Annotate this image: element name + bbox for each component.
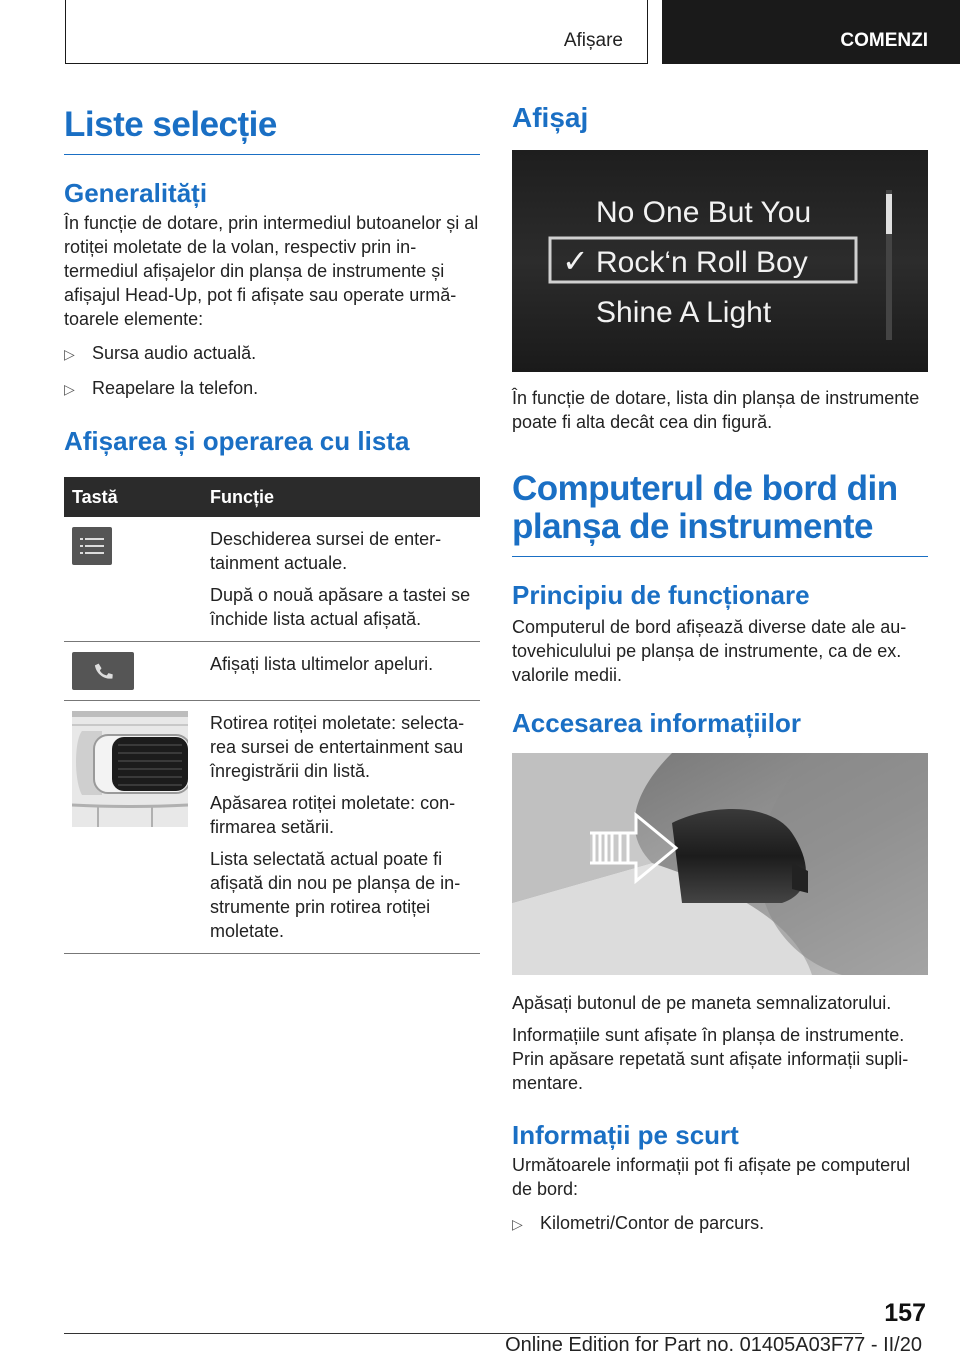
table-row: Deschiderea sursei de entertainment actuale. După o nouă apăsare a tastei se închide lista actual afișată. [64,517,480,642]
left-column [64,100,480,954]
key-function-table [64,477,480,954]
header-chapter-label: COMENZI [840,30,928,51]
heading-accesarea: Accesarea informațiilor [512,708,802,738]
section-title-liste-selectie: Liste selecție [64,100,480,155]
brief-body: Următoarele informații pot fi afișate pe computerul de bord: [512,1155,911,1199]
heading-principiu: Principiu de funcționare [512,580,810,610]
thumbwheel-image [72,711,188,827]
header-chapter-tab [662,0,960,64]
table-row: Afișați lista ultimelor apeluri. [64,642,480,701]
check-icon: ✓ [562,242,589,280]
heading-afisaj: Afișaj [512,102,589,133]
table-header-key: Tastă [64,477,196,517]
list-item: ▷ Reapelare la telefon. [64,376,480,401]
heading-generalitati: Generalități [64,178,208,208]
heading-afisarea-operarea: Afișarea și operarea cu lista [64,426,410,456]
principiu-body: Computerul de bord afișează diverse date ale autovehiculului pe planșa de instrumente, ca de ex. valorile medii. [512,617,907,685]
edition-line: Online Edition for Part no. 01405A03F77 - II/20 [505,1334,922,1356]
display-caption: În funcție de dotare, lista din planșa de instrumente poate fi alta decât cea din figură. [512,388,920,432]
turn-signal-lever-image [512,753,928,975]
access-paragraph-2: Informațiile sunt afișate în planșa de instrumente. Prin apăsare repetată sunt afișate informații suplimentare. [512,1025,909,1093]
table-header-function: Funcție [196,477,480,517]
heading-informatii-scurt: Informații pe scurt [512,1120,739,1150]
display-list-item: Shine A Light [596,296,772,329]
right-column [512,100,928,1236]
list-item: ▷ Kilometri/Contor de parcurs. [512,1211,928,1236]
list-icon [72,527,112,565]
header-section-tab [65,0,648,64]
display-list-item-selected: Rock‘n Roll Boy [596,246,808,279]
instrument-cluster-list-display [512,150,928,372]
access-paragraph-1: Apăsați butonul de pe maneta semnalizatorului. [512,993,892,1013]
phone-icon [72,652,134,690]
triangle-bullet-icon: ▷ [512,1216,523,1232]
table-row: Rotirea rotiței moletate: selectarea sursei de entertainment sau înregistrării din listă. Apăsarea rotiței moletate: confirmarea setării. Lista selectată actual poate fi afișată din nou pe planșa de instrumente prin rotirea rotiței moletate. [64,701,480,954]
display-list-item: No One But You [596,196,812,229]
triangle-bullet-icon: ▷ [64,381,75,397]
header-section-label: Afișare [563,30,623,51]
triangle-bullet-icon: ▷ [64,346,75,362]
page-number: 157 [884,1299,926,1327]
scrollbar-thumb [886,194,892,234]
generalitati-body: În funcție de dotare, prin intermediul butoanelor și al rotiței moletate de la volan, respectiv prin intermediul afișajelor din planșa de instrumente și afișajul Head-Up, pot fi afișate sau operate următoarele elemente: [64,213,479,329]
section-title-computer: Computerul de bord din planșa de instrumente [512,470,928,557]
list-item: ▷ Sursa audio actuală. [64,341,480,366]
